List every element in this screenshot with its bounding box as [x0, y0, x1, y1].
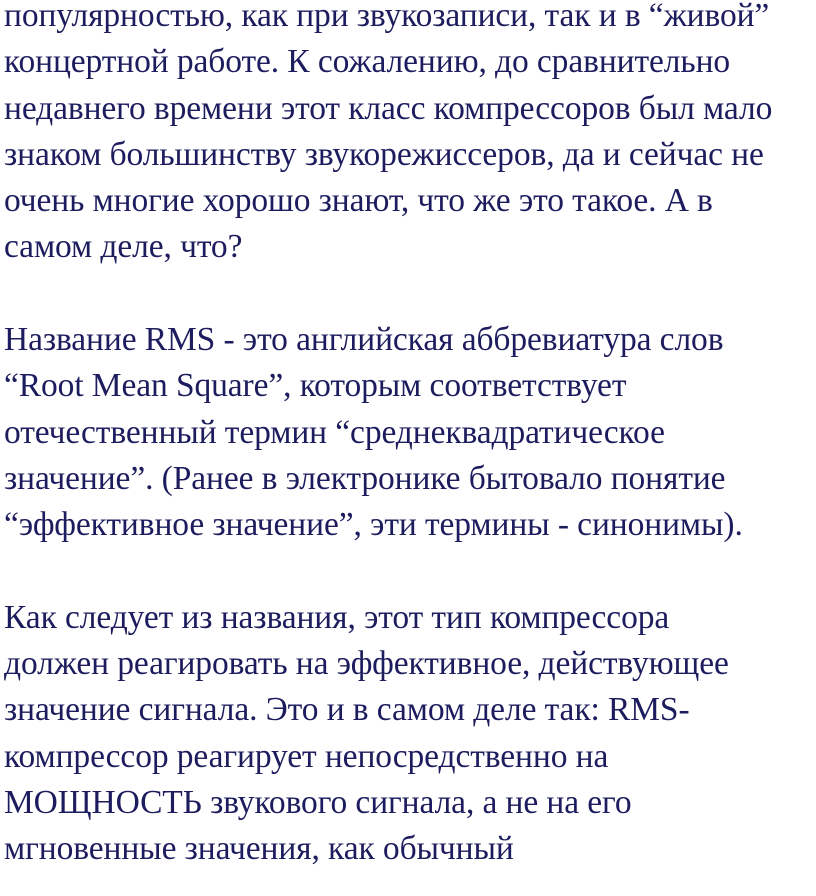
text-line: МОЩНОСТЬ звукового сигнала, а не на его	[4, 784, 632, 822]
paragraph-1	[4, 0, 816, 271]
paragraph-2	[4, 317, 816, 548]
text-line: должен реагировать на эффективное, действующее	[4, 645, 729, 683]
text-line: самом деле, что?	[4, 228, 243, 266]
paragraph-3	[4, 595, 816, 873]
paragraph-gap	[4, 271, 816, 317]
text-line: концертной работе. К сожалению, до сравнительно	[4, 43, 731, 81]
paragraph-gap	[4, 549, 816, 595]
text-line: недавнего времени этот класс компрессоров был мало	[4, 89, 773, 127]
text-line: Название RMS - это английская аббревиатура слов	[4, 321, 724, 359]
text-line: “эффективное значение”, эти термины - синонимы).	[4, 506, 743, 544]
text-line: очень многие хорошо знают, что же это такое. А в	[4, 182, 713, 220]
text-line: знаком большинству звукорежиссеров, да и сейчас не	[4, 135, 764, 173]
text-line: компрессор реагирует непосредственно на	[4, 737, 609, 775]
text-line: мгновенные значения, как обычный	[4, 830, 514, 868]
text-line: значение”. (Ранее в электронике бытовало понятие	[4, 459, 726, 497]
text-line: значение сигнала. Это и в самом деле так: RMS-	[4, 691, 690, 729]
text-line: отечественный термин “среднеквадратическое	[4, 413, 665, 451]
text-line: Как следует из названия, этот тип компрессора	[4, 598, 670, 636]
text-line: “Root Mean Square”, которым соответствует	[4, 367, 627, 405]
text-line: популярностью, как при звукозаписи, так и в “живой”	[4, 0, 770, 34]
